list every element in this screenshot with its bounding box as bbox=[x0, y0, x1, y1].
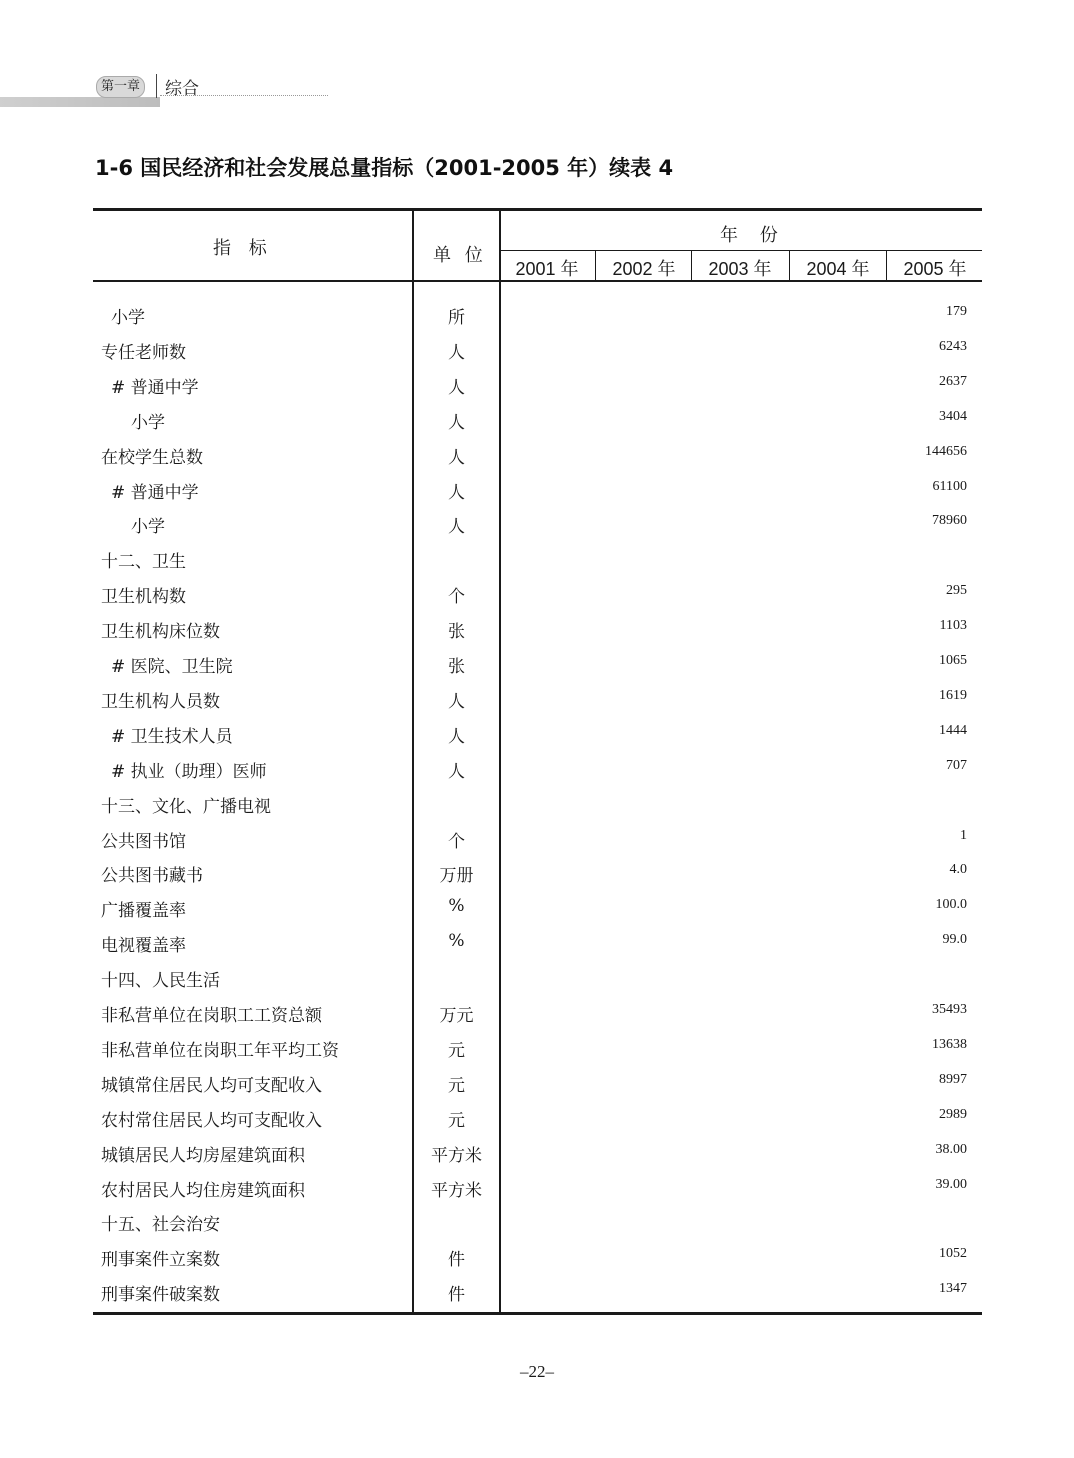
row-value-2005: 8997 bbox=[939, 1071, 967, 1087]
row-label: 城镇常住居民人均可支配收入 bbox=[101, 1075, 322, 1096]
row-label: 卫生机构人员数 bbox=[101, 691, 220, 712]
row-label: 农村居民人均住房建筑面积 bbox=[101, 1180, 305, 1201]
row-unit: 人 bbox=[448, 377, 465, 398]
row-label: 刑事案件破案数 bbox=[101, 1285, 220, 1306]
row-unit: 张 bbox=[448, 622, 465, 643]
row-label: # 卫生技术人员 bbox=[111, 726, 233, 747]
row-label: 卫生机构数 bbox=[101, 587, 186, 608]
row-label: 十三、文化、广播电视 bbox=[101, 796, 271, 817]
row-label: 广播覆盖率 bbox=[101, 901, 186, 922]
row-value-2005: 100.0 bbox=[935, 897, 967, 913]
row-unit: 人 bbox=[448, 447, 465, 468]
row-value-2005: 295 bbox=[946, 583, 967, 599]
row-unit: 件 bbox=[448, 1250, 465, 1271]
table-row bbox=[93, 506, 982, 541]
table-row bbox=[93, 1239, 982, 1274]
row-unit: 人 bbox=[448, 342, 465, 363]
row-unit: 张 bbox=[448, 657, 465, 677]
table-row bbox=[93, 960, 982, 995]
row-unit: 人 bbox=[448, 517, 465, 538]
row-label: 城镇居民人均房屋建筑面积 bbox=[101, 1145, 305, 1166]
row-unit: 个 bbox=[448, 587, 465, 608]
table-row bbox=[93, 681, 982, 716]
table-bottom-rule bbox=[93, 1312, 982, 1315]
row-unit: 元 bbox=[448, 1040, 465, 1061]
table-row bbox=[93, 402, 982, 437]
row-value-2005: 3404 bbox=[939, 408, 967, 424]
table-top-rule bbox=[93, 208, 982, 211]
row-unit: 人 bbox=[448, 412, 465, 433]
row-label: # 普通中学 bbox=[111, 377, 199, 398]
row-value-2005: 1065 bbox=[939, 653, 967, 668]
row-label: # 医院、卫生院 bbox=[111, 657, 233, 677]
row-label: 非私营单位在岗职工工资总额 bbox=[101, 1006, 322, 1026]
column-header-years: 年 份 bbox=[720, 225, 786, 246]
row-unit: 平方米 bbox=[431, 1180, 482, 1201]
row-value-2005: 1103 bbox=[939, 618, 967, 634]
table-row bbox=[93, 890, 982, 925]
row-label: 非私营单位在岗职工年平均工资 bbox=[101, 1040, 339, 1061]
year-header-2004: 2004 年 bbox=[806, 259, 870, 279]
chapter-separator bbox=[156, 74, 157, 98]
row-unit: 个 bbox=[448, 831, 465, 852]
year-header-2003: 2003 年 bbox=[708, 259, 772, 279]
page-title: 1-6 国民经济和社会发展总量指标（2001-2005 年）续表 4 bbox=[95, 156, 674, 180]
row-label: 小学 bbox=[131, 517, 165, 538]
table-row bbox=[93, 297, 982, 332]
row-value-2005: 13638 bbox=[932, 1036, 967, 1052]
row-value-2005: 99.0 bbox=[942, 932, 967, 948]
table-row bbox=[93, 1170, 982, 1205]
row-label: 电视覆盖率 bbox=[101, 936, 186, 957]
row-label: 十五、社会治安 bbox=[101, 1215, 220, 1236]
row-unit: 万册 bbox=[439, 866, 474, 887]
column-header-unit: 单 位 bbox=[433, 245, 487, 266]
page-number: –22– bbox=[520, 1362, 554, 1381]
row-label: 卫生机构床位数 bbox=[101, 622, 220, 643]
row-label: 公共图书藏书 bbox=[101, 866, 203, 887]
year-header-2001: 2001 年 bbox=[515, 259, 579, 279]
row-value-2005: 6243 bbox=[939, 338, 967, 354]
row-unit: 人 bbox=[448, 691, 465, 712]
year-header-2005: 2005 年 bbox=[903, 259, 967, 279]
row-value-2005: 2989 bbox=[939, 1106, 967, 1122]
row-unit: 元 bbox=[448, 1075, 465, 1096]
table-row bbox=[93, 472, 982, 507]
row-label: 农村常住居民人均可支配收入 bbox=[101, 1110, 322, 1131]
chapter-badge: 第一章 bbox=[96, 76, 145, 98]
row-unit: 人 bbox=[448, 726, 465, 747]
year-header-2002: 2002 年 bbox=[612, 259, 676, 279]
row-unit: 所 bbox=[448, 308, 465, 328]
table-row bbox=[93, 1030, 982, 1065]
table-row bbox=[93, 437, 982, 472]
row-value-2005: 1 bbox=[960, 827, 967, 843]
row-unit: 万元 bbox=[439, 1006, 474, 1026]
row-label: # 执业（助理）医师 bbox=[111, 761, 267, 782]
table-row bbox=[93, 1100, 982, 1135]
column-header-indicator: 指 标 bbox=[213, 238, 273, 259]
row-value-2005: 4.0 bbox=[949, 862, 967, 878]
table-row bbox=[93, 1065, 982, 1100]
table-row bbox=[93, 1135, 982, 1170]
row-label: 小学 bbox=[111, 308, 145, 328]
table-row bbox=[93, 367, 982, 402]
row-value-2005: 1052 bbox=[939, 1246, 967, 1262]
table-row bbox=[93, 332, 982, 367]
table-row bbox=[93, 821, 982, 856]
table-row bbox=[93, 611, 982, 646]
row-unit: 平方米 bbox=[431, 1145, 482, 1166]
row-unit: 人 bbox=[448, 761, 465, 782]
table-row bbox=[93, 716, 982, 751]
years-header-rule bbox=[500, 250, 982, 251]
table-row bbox=[93, 646, 982, 681]
row-value-2005: 707 bbox=[946, 757, 967, 773]
row-value-2005: 1347 bbox=[939, 1281, 967, 1297]
table-row bbox=[93, 541, 982, 576]
row-value-2005: 35493 bbox=[932, 1002, 967, 1017]
row-label: 十四、人民生活 bbox=[101, 971, 220, 992]
row-unit: 件 bbox=[448, 1285, 465, 1306]
chapter-title: 综合 bbox=[165, 79, 199, 99]
row-label: 刑事案件立案数 bbox=[101, 1250, 220, 1271]
table-row bbox=[93, 576, 982, 611]
row-label: # 普通中学 bbox=[111, 482, 199, 503]
row-label: 十二、卫生 bbox=[101, 552, 186, 573]
row-unit: 人 bbox=[448, 482, 465, 503]
row-value-2005: 179 bbox=[946, 304, 967, 319]
row-label: 小学 bbox=[131, 412, 165, 433]
table-row bbox=[93, 995, 982, 1030]
table-row bbox=[93, 751, 982, 786]
row-value-2005: 78960 bbox=[932, 513, 967, 529]
row-unit: % bbox=[448, 931, 465, 952]
row-unit: % bbox=[448, 896, 465, 917]
row-label: 专任老师数 bbox=[101, 342, 186, 363]
row-unit: 元 bbox=[448, 1110, 465, 1131]
row-value-2005: 61100 bbox=[932, 478, 967, 494]
table-row bbox=[93, 786, 982, 821]
row-value-2005: 2637 bbox=[939, 373, 967, 389]
table-row bbox=[93, 1204, 982, 1239]
row-value-2005: 144656 bbox=[925, 443, 967, 459]
table-row bbox=[93, 855, 982, 890]
row-value-2005: 38.00 bbox=[935, 1141, 967, 1157]
table-row bbox=[93, 925, 982, 960]
row-value-2005: 1619 bbox=[939, 687, 967, 703]
header-bar bbox=[0, 97, 160, 107]
row-label: 公共图书馆 bbox=[101, 831, 186, 852]
row-value-2005: 39.00 bbox=[935, 1176, 967, 1192]
row-value-2005: 1444 bbox=[939, 722, 967, 738]
table-row bbox=[93, 1274, 982, 1309]
row-label: 在校学生总数 bbox=[101, 447, 203, 468]
